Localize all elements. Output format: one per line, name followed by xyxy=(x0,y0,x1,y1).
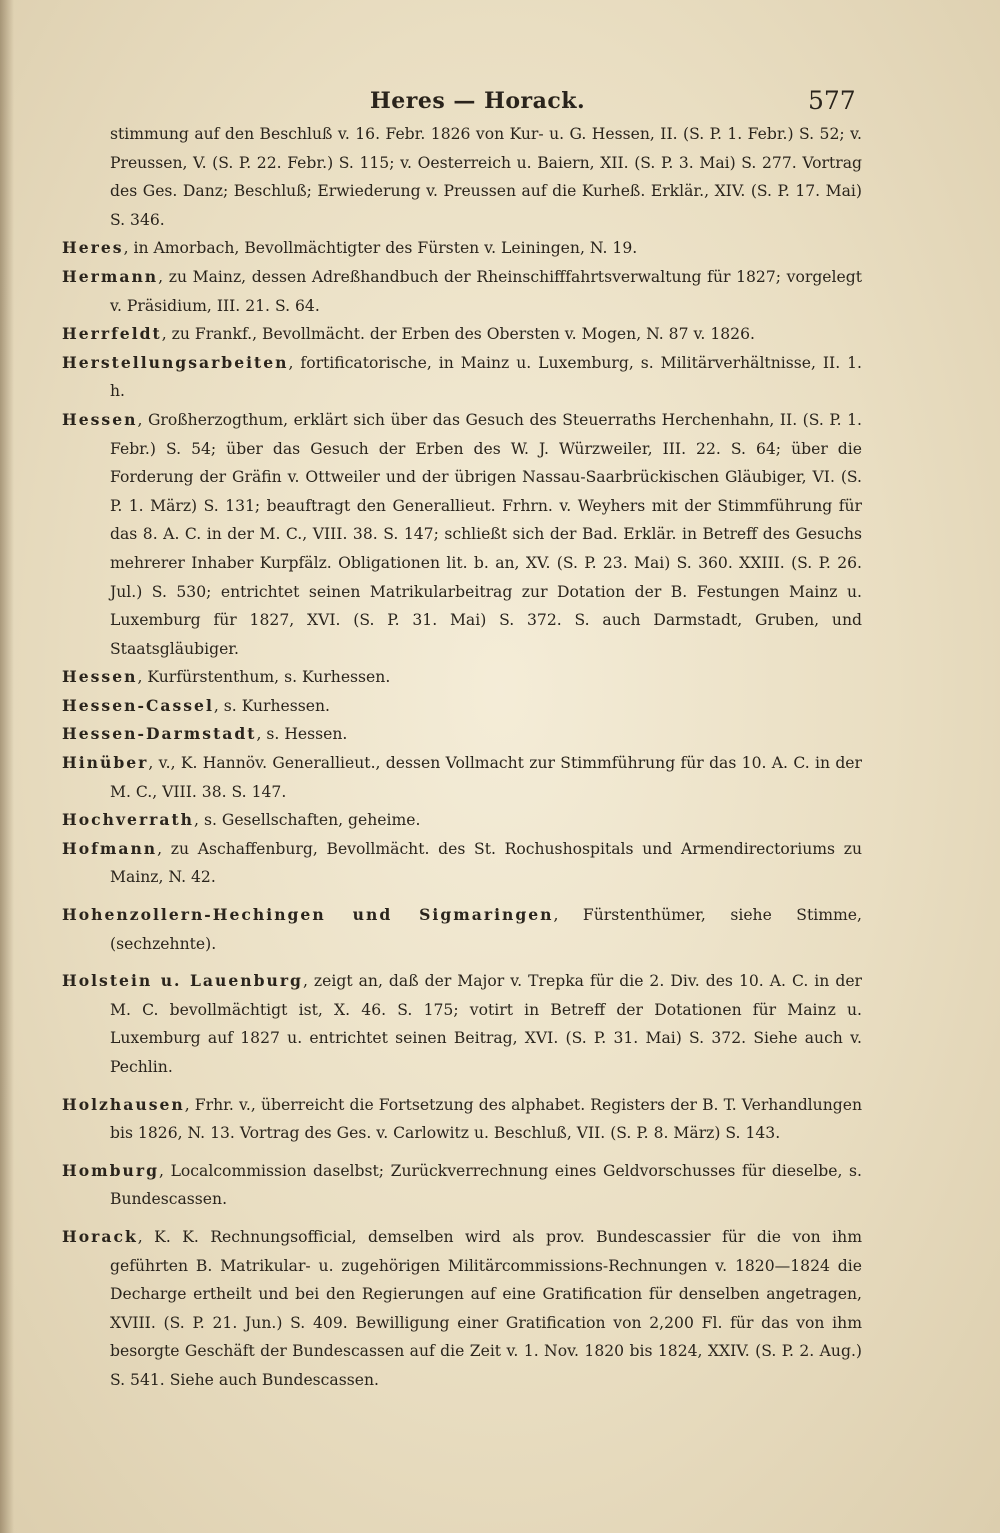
entry-headword: Holzhausen xyxy=(62,1094,185,1114)
entry-text: , s. Kurhessen. xyxy=(213,696,331,715)
index-entry xyxy=(62,692,862,721)
index-entry xyxy=(62,1157,862,1214)
index-entry xyxy=(62,1091,862,1148)
entry-text: , zu Mainz, dessen Adreßhandbuch der Rheinschifffahrtsverwaltung für 1827; vorgelegt v. Präsidium, III. 21. S. 64. xyxy=(110,267,862,315)
page-edge-shadow xyxy=(0,0,14,1533)
entry-headword: Heres xyxy=(62,238,124,258)
index-entry xyxy=(62,663,862,692)
entry-text: , s. Hessen. xyxy=(256,725,348,744)
entry-headword: Hinüber xyxy=(62,753,149,773)
entry-headword: Hermann xyxy=(62,266,159,286)
entry-headword: Hessen-Cassel xyxy=(62,695,214,715)
entry-text: , Fürstenthümer, siehe Stimme, (sechzehnte). xyxy=(110,906,862,953)
entry-text: stimmung auf den Beschluß v. 16. Febr. 1826 von Kur- u. G. Hessen, II. (S. P. 1. Febr.) S. 52; v. Preussen, V. (S. P. 22. Febr.) S. 115; v. Oesterreich u. Baiern, XII. (S. P. 3. Mai) S. 277. Vortrag des Ges. Danz; Beschluß; Erwiederung v. Preussen auf die Kurheß. Erklär., XIV. (S. P. 17. Mai) S. 346. xyxy=(110,125,862,229)
entry-text: , K. K. Rechnungsofficial, demselben wird als prov. Bundescassier für die von ihm geführten B. Matrikular- u. zugehörigen Militärcommissions-Rechnungen v. 1820—1824 die Decharge ertheilt und bei den Regierungen auf eine Gratification für denselben angetragen, XVIII. (S. P. 21. Jun.) S. 409. Bewilligung einer Gratification von 2,200 Fl. für das von ihm besorgte Geschäft der Bundescassen auf die Zeit v. 1. Nov. 1820 bis 1824, XXIV. (S. P. 2. Aug.) S. 541. Siehe auch Bundescassen. xyxy=(110,1227,862,1389)
running-head: Heres — Horack. xyxy=(370,88,586,114)
index-entry xyxy=(62,806,862,835)
entry-headword: Hochverrath xyxy=(62,810,195,830)
index-entry xyxy=(62,320,862,349)
entry-text: , in Amorbach, Bevollmächtigter des Fürsten v. Leiningen, N. 19. xyxy=(123,239,638,258)
entry-headword: Hessen xyxy=(62,409,138,429)
index-entry xyxy=(62,749,862,806)
index-entry xyxy=(62,901,862,958)
entry-headword: Homburg xyxy=(62,1160,159,1180)
entry-headword: Herrfeldt xyxy=(62,324,162,344)
entry-text: , zu Aschaffenburg, Bevollmächt. des St. Rochushospitals und Armendirectoriums zu Mainz, N. 42. xyxy=(110,839,862,887)
entry-headword: Hessen-Darmstadt xyxy=(62,724,257,744)
entry-headword: Hessen xyxy=(62,667,138,687)
index-entry xyxy=(62,406,862,663)
index-entries xyxy=(62,120,862,1395)
index-entry xyxy=(62,835,862,892)
index-entry xyxy=(62,263,862,320)
entry-text: , zeigt an, daß der Major v. Trepka für die 2. Div. des 10. A. C. in der M. C. bevollmächtigt ist, X. 46. S. 175; votirt in Betreff der Dotationen für Mainz u. Luxemburg auf 1827 u. entrichtet seinen Beitrag, XVI. (S. P. 31. Mai) S. 372. Siehe auch v. Pechlin. xyxy=(110,972,862,1076)
entry-text: , Großherzogthum, erklärt sich über das Gesuch des Steuerraths Herchenhahn, II. (S. P. 1. Febr.) S. 54; über das Gesuch der Erben des W. J. Würzweiler, III. 22. S. 64; über die Forderung der Gräfin v. Ottweiler und der übrigen Nassau-Saarbrückischen Gläubiger, VI. (S. P. 1. März) S. 131; beauftragt den Generallieut. Frhrn. v. Weyhers mit der Stimmführung für das 8. A. C. in der M. C., VIII. 38. S. 147; schließt sich der Bad. Erklär. in Betreff des Gesuchs mehrerer Inhaber Kurpfälz. Obligationen lit. b. an, XV. (S. P. 23. Mai) S. 360. XXIII. (S. P. 26. Jul.) S. 530; entrichtet seinen Matrikularbeitrag zur Dotation der B. Festungen Mainz u. Luxemburg für 1827, XVI. (S. P. 31. Mai) S. 372. S. auch Darmstadt, Gruben, und Staatsgläubiger. xyxy=(110,410,862,658)
entry-headword: Horack xyxy=(62,1226,138,1246)
entry-headword: Holstein u. Lauenburg xyxy=(62,971,303,991)
entry-headword: Hohenzollern-Hechingen und Sigmaringen xyxy=(62,905,554,925)
entry-text: , Frhr. v., überreicht die Fortsetzung des alphabet. Registers der B. T. Verhandlungen bis 1826, N. 13. Vortrag des Ges. v. Carlowitz u. Beschluß, VII. (S. P. 8. März) S. 143. xyxy=(110,1095,862,1143)
index-entry xyxy=(62,1223,862,1395)
entry-text: , s. Gesellschaften, geheime. xyxy=(194,811,421,830)
entry-text: , zu Frankf., Bevollmächt. der Erben des Obersten v. Mogen, N. 87 v. 1826. xyxy=(161,325,755,344)
entry-headword: Herstellungsarbeiten xyxy=(62,352,289,372)
index-entry xyxy=(62,967,862,1081)
index-entry xyxy=(62,234,862,263)
entry-text: , v., K. Hannöv. Generallieut., dessen Vollmacht zur Stimmführung für das 10. A. C. in der M. C., VIII. 38. S. 147. xyxy=(110,754,862,801)
index-entry-continuation xyxy=(62,120,862,234)
index-entry xyxy=(62,349,862,406)
entry-text: , Localcommission daselbst; Zurückverrechnung eines Geldvorschusses für dieselbe, s. Bundescassen. xyxy=(110,1161,862,1209)
entry-headword: Hofmann xyxy=(62,838,158,858)
page-number: 577 xyxy=(808,86,856,115)
entry-text: , fortificatorische, in Mainz u. Luxemburg, s. Militärverhältnisse, II. 1. h. xyxy=(110,353,862,401)
entry-text: , Kurfürstenthum, s. Kurhessen. xyxy=(137,668,391,687)
index-entry xyxy=(62,720,862,749)
